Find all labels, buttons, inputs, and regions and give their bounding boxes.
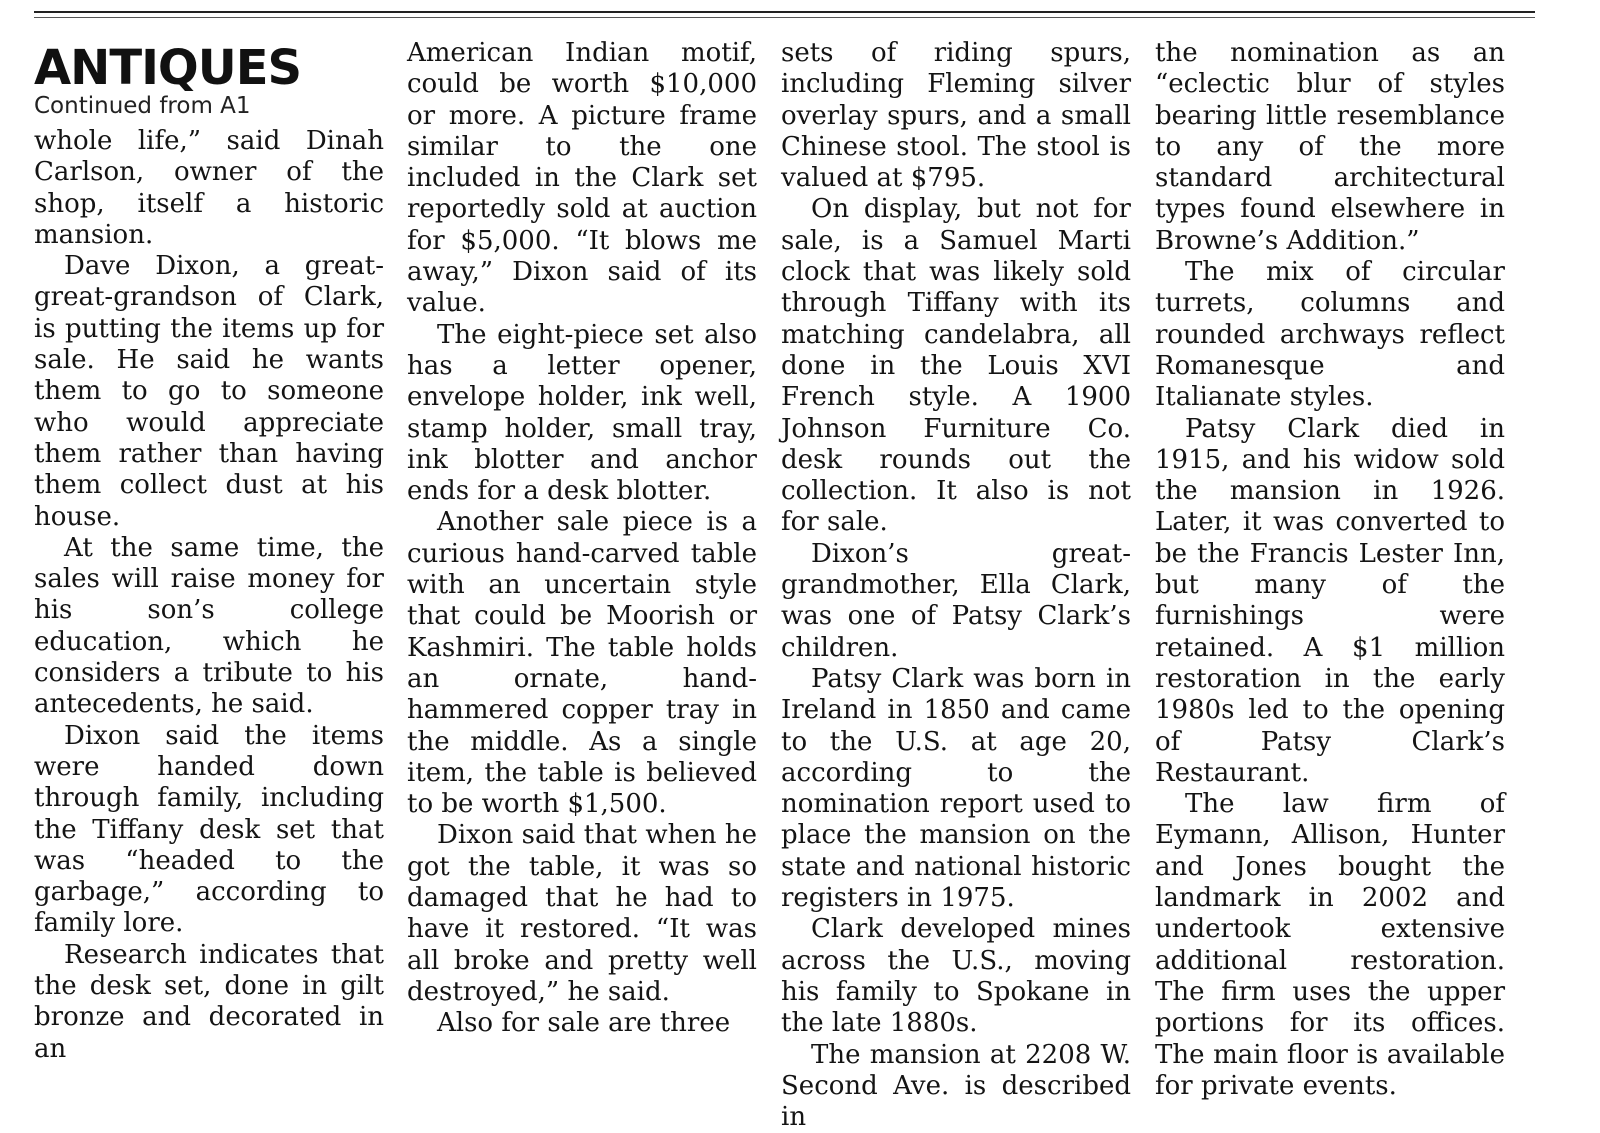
paragraph: Dave Dixon, a great-great-grandson of Clark, is putting the items up for sale. He said he wants them to go to someone who would appreciate them rather than having them collect dust at his house. — [34, 251, 384, 533]
article-column-3 — [781, 38, 1131, 1133]
paragraph: At the same time, the sales will raise money for his son’s college education, which he considers a tribute to his antecedents, he said. — [34, 533, 384, 721]
paragraph: Dixon said the items were handed down through family, including the Tiffany desk set that was “headed to the garbage,” according to family lore. — [34, 721, 384, 940]
paragraph: sets of riding spurs, including Fleming silver overlay spurs, and a small Chinese stool. The stool is valued at $795. — [781, 38, 1131, 194]
paragraph: Another sale piece is a curious hand-carved table with an uncertain style that could be Moorish or Kashmiri. The table holds an ornate, hand-hammered copper tray in the middle. As a single item, the table is believed to be worth $1,500. — [407, 507, 757, 820]
paragraph: Patsy Clark was born in Ireland in 1850 and came to the U.S. at age 20, according to the nomination report used to place the mansion on the state and national historic registers in 1975. — [781, 664, 1131, 914]
article-column-4 — [1155, 38, 1505, 1102]
paragraph: Also for sale are three — [407, 1008, 757, 1039]
paragraph: Dixon’s great-grandmother, Ella Clark, was one of Patsy Clark’s children. — [781, 539, 1131, 664]
paragraph: American Indian motif, could be worth $10,000 or more. A picture frame similar to the one included in the Clark set reportedly sold at auction for $5,000. “It blows me away,” Dixon said of its value. — [407, 38, 757, 320]
paragraph: On display, but not for sale, is a Samuel Marti clock that was likely sold through Tiffany with its matching candelabra, all done in the Louis XVI French style. A 1900 Johnson Furniture Co. desk rounds out the collection. It also is not for sale. — [781, 194, 1131, 538]
section-headline: ANTIQUES — [34, 42, 384, 94]
jump-line: Continued from A1 — [34, 94, 384, 118]
paragraph: Patsy Clark died in 1915, and his widow sold the mansion in 1926. Later, it was converted to be the Francis Lester Inn, but many of the furnishings were retained. A $1 million restoration in the early 1980s led to the opening of Patsy Clark’s Restaurant. — [1155, 414, 1505, 790]
paragraph: Research indicates that the desk set, done in gilt bronze and decorated in an — [34, 940, 384, 1065]
article-column-2 — [407, 38, 757, 1040]
article-column-1 — [34, 38, 384, 1065]
paragraph: Clark developed mines across the U.S., moving his family to Spokane in the late 1880s. — [781, 914, 1131, 1039]
paragraph: The mix of circular turrets, columns and rounded archways reflect Romanesque and Italianate styles. — [1155, 257, 1505, 413]
paragraph: whole life,” said Dinah Carlson, owner of the shop, itself a historic mansion. — [34, 126, 384, 251]
paragraph: the nomination as an “eclectic blur of styles bearing little resemblance to any of the more standard architectural types found elsewhere in Browne’s Addition.” — [1155, 38, 1505, 257]
paragraph: The mansion at 2208 W. Second Ave. is described in — [781, 1040, 1131, 1133]
top-rule-thin — [34, 17, 1535, 18]
paragraph: Dixon said that when he got the table, it was so damaged that he had to have it restored. “It was all broke and pretty well destroyed,” he said. — [407, 820, 757, 1008]
paragraph: The law firm of Eymann, Allison, Hunter and Jones bought the landmark in 2002 and undertook extensive additional restoration. The firm uses the upper portions for its offices. The main floor is available for private events. — [1155, 789, 1505, 1102]
paragraph: The eight-piece set also has a letter opener, envelope holder, ink well, stamp holder, small tray, ink blotter and anchor ends for a desk blotter. — [407, 320, 757, 508]
top-rule — [34, 11, 1535, 13]
